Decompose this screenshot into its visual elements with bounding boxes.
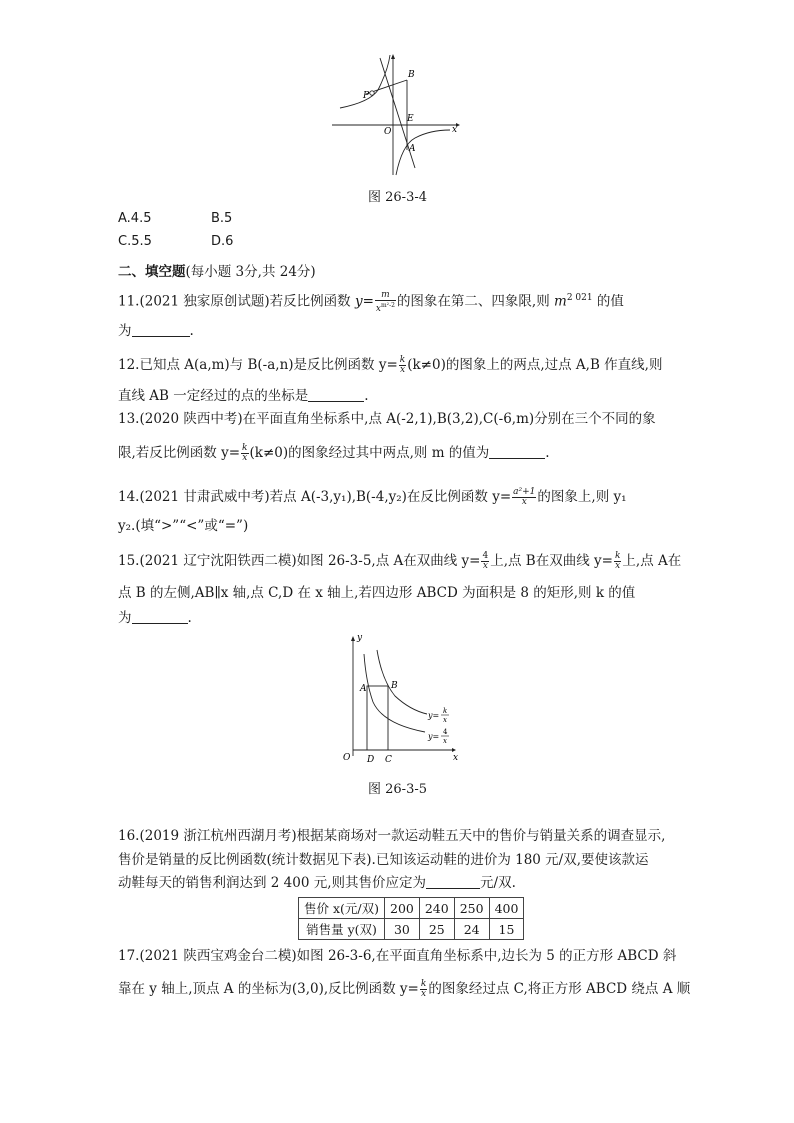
q12-text-2: (k≠0)的图象上的两点,过点 A,B 作直线,则 bbox=[407, 357, 663, 373]
q17-text-1: 靠在 y 轴上,顶点 A 的坐标为(3,0),反比例函数 y= bbox=[118, 981, 419, 997]
q13-fraction bbox=[241, 444, 248, 463]
table-cell: 24 bbox=[454, 919, 489, 940]
question-12-line-1 bbox=[118, 355, 662, 375]
q14-text-2: 的图象上,则 y₁ bbox=[537, 489, 627, 505]
q11-y: y= bbox=[354, 293, 374, 310]
figure-26-3-5 bbox=[335, 632, 465, 766]
y-axis-arrow bbox=[391, 54, 395, 59]
q12-text-1: 12.已知点 A(a,m)与 B(-a,n)是反比例函数 y= bbox=[118, 357, 398, 373]
curve1-label-den: x bbox=[443, 716, 447, 724]
curve2-label-den: x bbox=[443, 737, 447, 745]
label-E: E bbox=[407, 114, 414, 124]
q16-text-2: 元/双. bbox=[480, 875, 516, 891]
q12-frac-num: k bbox=[399, 355, 406, 365]
q13-text-1: 限,若反比例函数 y= bbox=[118, 445, 241, 461]
q13-text-2: (k≠0)的图象经过其中两点,则 m 的值为 bbox=[249, 445, 490, 461]
q17-frac-den: x bbox=[421, 989, 427, 999]
question-17-line-2 bbox=[118, 979, 690, 999]
q15-text-2: 上,点 B在双曲线 y= bbox=[490, 553, 613, 569]
q12-text-3: 直线 AB 一定经过的点的坐标是 bbox=[118, 388, 309, 404]
q13-frac-num: k bbox=[242, 443, 248, 453]
label-O: O bbox=[343, 753, 351, 763]
table-header-cell: 销售量 y(双) bbox=[299, 919, 385, 940]
point-P bbox=[370, 91, 374, 95]
q15-end: . bbox=[187, 610, 192, 626]
label-B: B bbox=[408, 70, 415, 80]
q15-text-3: 上,点 A在 bbox=[622, 553, 682, 569]
q14-fraction bbox=[512, 488, 536, 507]
q17-text-2: 的图象经过点 C,将正方形 ABCD 绕点 A 顺 bbox=[428, 981, 691, 997]
price-sales-table bbox=[298, 897, 524, 940]
q11-answer-blank[interactable] bbox=[132, 322, 190, 337]
q14-frac-num: a²+1 bbox=[513, 487, 536, 497]
q12-answer-blank[interactable] bbox=[308, 387, 364, 402]
label-O: O bbox=[384, 127, 392, 137]
curve-4-over-x bbox=[364, 654, 425, 732]
table-cell: 400 bbox=[489, 898, 524, 919]
q13-frac-den: x bbox=[242, 453, 248, 463]
q13-answer-blank[interactable] bbox=[489, 444, 545, 459]
curve-k-over-x bbox=[377, 650, 427, 714]
curve2-label-prefix: y= bbox=[428, 732, 440, 741]
question-17-line-1: 17.(2021 陕西宝鸡金台二模)如图 26-3-6,在平面直角坐标系中,边长为 5 的正方形 ABCD 斜 bbox=[118, 948, 677, 964]
q15-text-1: 15.(2021 辽宁沈阳铁西二模)如图 26-3-5,点 A在双曲线 y= bbox=[118, 553, 481, 569]
q16-answer-blank[interactable] bbox=[426, 874, 480, 889]
hyperbola-branch-q4 bbox=[396, 130, 450, 175]
table-header-cell: 售价 x(元/双) bbox=[299, 898, 385, 919]
q15-fraction-2 bbox=[614, 552, 621, 571]
q15-answer-blank[interactable] bbox=[132, 609, 188, 624]
section-heading bbox=[118, 260, 316, 280]
question-11-line-2 bbox=[118, 321, 194, 341]
curve1-label-num: k bbox=[443, 707, 448, 715]
option-d: D.6 bbox=[211, 234, 234, 249]
q15-frac2-num: k bbox=[614, 551, 621, 561]
q16-text-1: 动鞋每天的销售利润达到 2 400 元,则其售价应定为 bbox=[118, 875, 427, 891]
q12-end: . bbox=[364, 388, 369, 404]
q11-end: . bbox=[189, 323, 194, 339]
label-x: x bbox=[453, 753, 459, 763]
question-13-line-1: 13.(2020 陕西中考)在平面直角坐标系中,点 A(-2,1),B(3,2),C(-6,m)分别在三个不同的象 bbox=[118, 411, 656, 427]
x-axis-arrow bbox=[452, 748, 456, 752]
label-y: y bbox=[357, 633, 363, 643]
label-C: C bbox=[385, 755, 392, 765]
q15-fraction-1 bbox=[481, 552, 489, 571]
figure-26-3-4 bbox=[330, 50, 470, 180]
q15-frac1-num: 4 bbox=[482, 551, 489, 561]
question-16-line-3 bbox=[118, 873, 516, 893]
label-A: A bbox=[409, 144, 416, 154]
figure-caption-26-3-4: 图 26-3-4 bbox=[368, 190, 428, 205]
question-14-line-2: y₂.(填“>”“<”或“=”) bbox=[118, 518, 249, 534]
q11-text-2: 的图象在第二、四象限,则 bbox=[396, 293, 555, 310]
rectangle-ABCD bbox=[367, 686, 388, 750]
label-P: P bbox=[363, 91, 370, 101]
question-15-line-2: 点 B 的左侧,AB∥x 轴,点 C,D 在 x 轴上,若四边形 ABCD 为面积是 8 的矩形,则 k 的值 bbox=[118, 585, 636, 601]
table-cell: 250 bbox=[454, 898, 489, 919]
question-16-line-1: 16.(2019 浙江杭州西湖月考)根据某商场对一款运动鞋五天中的售价与销量关系的调查显示, bbox=[118, 828, 666, 844]
question-12-line-2 bbox=[118, 386, 369, 406]
q17-fraction bbox=[420, 980, 427, 999]
q11-frac-den-sup: m²-2 bbox=[380, 301, 395, 309]
table-cell: 30 bbox=[385, 919, 420, 940]
table-cell: 240 bbox=[419, 898, 454, 919]
q11-m: m bbox=[554, 293, 567, 310]
option-c: C.5.5 bbox=[118, 234, 152, 249]
q17-frac-num: k bbox=[420, 979, 427, 989]
label-x: x bbox=[452, 125, 458, 135]
q15-frac1-den: x bbox=[482, 561, 488, 571]
curve1-label-prefix: y= bbox=[428, 711, 440, 720]
question-11-line-1 bbox=[118, 288, 624, 314]
q11-text-4: 为 bbox=[118, 323, 132, 339]
section-note: (每小题 3分,共 24分) bbox=[185, 264, 316, 280]
q12-fraction bbox=[399, 356, 406, 375]
q11-fraction bbox=[375, 291, 396, 314]
label-D: D bbox=[367, 755, 375, 765]
table-row bbox=[299, 919, 524, 940]
question-16-line-2: 售价是销量的反比例函数(统计数据见下表).已知该运动鞋的进价为 180 元/双,要使该款运 bbox=[118, 852, 649, 868]
q11-text-3: 的值 bbox=[592, 293, 624, 310]
question-15-line-3 bbox=[118, 608, 192, 628]
q14-text-1: 14.(2021 甘肃武威中考)若点 A(-3,y₁),B(-4,y₂)在反比例函数 y= bbox=[118, 489, 512, 505]
label-B: B bbox=[391, 681, 398, 691]
q11-frac-num: m bbox=[375, 291, 396, 301]
table-row bbox=[299, 898, 524, 919]
option-b: B.5 bbox=[211, 211, 233, 226]
q11-text-1: 11.(2021 独家原创试题)若反比例函数 bbox=[118, 293, 355, 310]
question-15-line-1 bbox=[118, 551, 681, 571]
y-axis-arrow bbox=[351, 636, 355, 641]
question-14-line-1 bbox=[118, 487, 627, 507]
q12-frac-den: x bbox=[399, 365, 406, 375]
q15-frac2-den: x bbox=[615, 561, 621, 571]
curve2-label-num: 4 bbox=[443, 728, 448, 736]
question-13-line-2 bbox=[118, 443, 550, 463]
table-cell: 25 bbox=[419, 919, 454, 940]
q13-end: . bbox=[545, 445, 550, 461]
label-A: A bbox=[360, 684, 367, 694]
section-title: 二、填空题 bbox=[118, 264, 186, 280]
q11-exponent: 2 021 bbox=[566, 293, 593, 303]
table-cell: 200 bbox=[385, 898, 420, 919]
option-a: A.4.5 bbox=[118, 211, 152, 226]
q15-text-4: 为 bbox=[118, 610, 132, 626]
q14-frac-den: x bbox=[521, 497, 527, 507]
figure-caption-26-3-5: 图 26-3-5 bbox=[368, 782, 428, 797]
table-cell: 15 bbox=[489, 919, 524, 940]
q11-frac-den: x bbox=[375, 303, 381, 314]
